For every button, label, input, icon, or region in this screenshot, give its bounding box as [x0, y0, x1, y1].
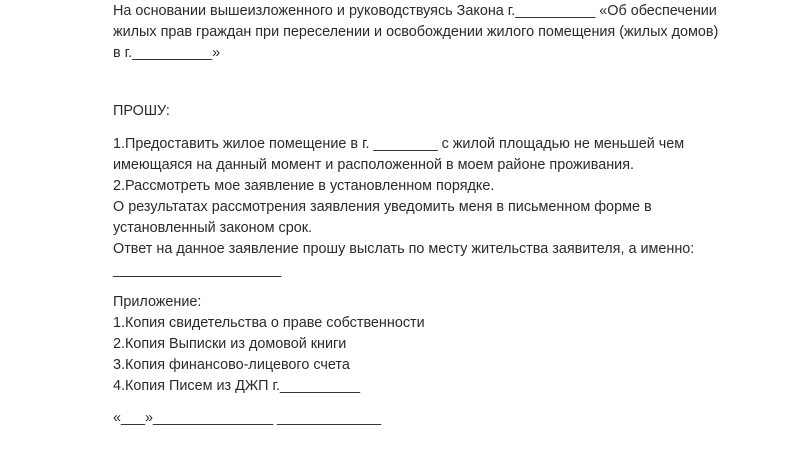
- request-line-6: Ответ на данное заявление прошу выслать по месту жительства заявителя, а именно:: [113, 241, 695, 257]
- attachment-item-2: 2.Копия Выписки из домовой книги: [113, 336, 347, 352]
- intro-line-3: в г.__________»: [113, 45, 221, 61]
- attachment-item-3: 3.Копия финансово-лицевого счета: [113, 357, 350, 373]
- request-line-4: О результатах рассмотрения заявления уведомить меня в письменном форме в: [113, 199, 652, 215]
- request-address-blank: _____________________: [113, 262, 282, 278]
- intro-line-2: жилых прав граждан при переселении и освобождении жилого помещения (жилых домов): [113, 24, 719, 40]
- signature-line: «___»_______________ _____________: [113, 410, 382, 426]
- request-line-3: 2.Рассмотреть мое заявление в установленном порядке.: [113, 178, 495, 194]
- attachment-item-4: 4.Копия Писем из ДЖП г.__________: [113, 378, 361, 394]
- attachments-heading: Приложение:: [113, 294, 202, 310]
- attachment-item-1: 1.Копия свидетельства о праве собственности: [113, 315, 425, 331]
- request-heading: ПРОШУ:: [113, 103, 170, 119]
- request-line-5: установленный законом срок.: [113, 220, 313, 236]
- intro-line-1: На основании вышеизложенного и руководствуясь Закона г.__________ «Об обеспечении: [113, 3, 717, 19]
- request-line-1: 1.Предоставить жилое помещение в г. ________ с жилой площадью не меньшей чем: [113, 136, 685, 152]
- request-line-2: имеющаяся на данный момент и расположенной в моем районе проживания.: [113, 157, 634, 173]
